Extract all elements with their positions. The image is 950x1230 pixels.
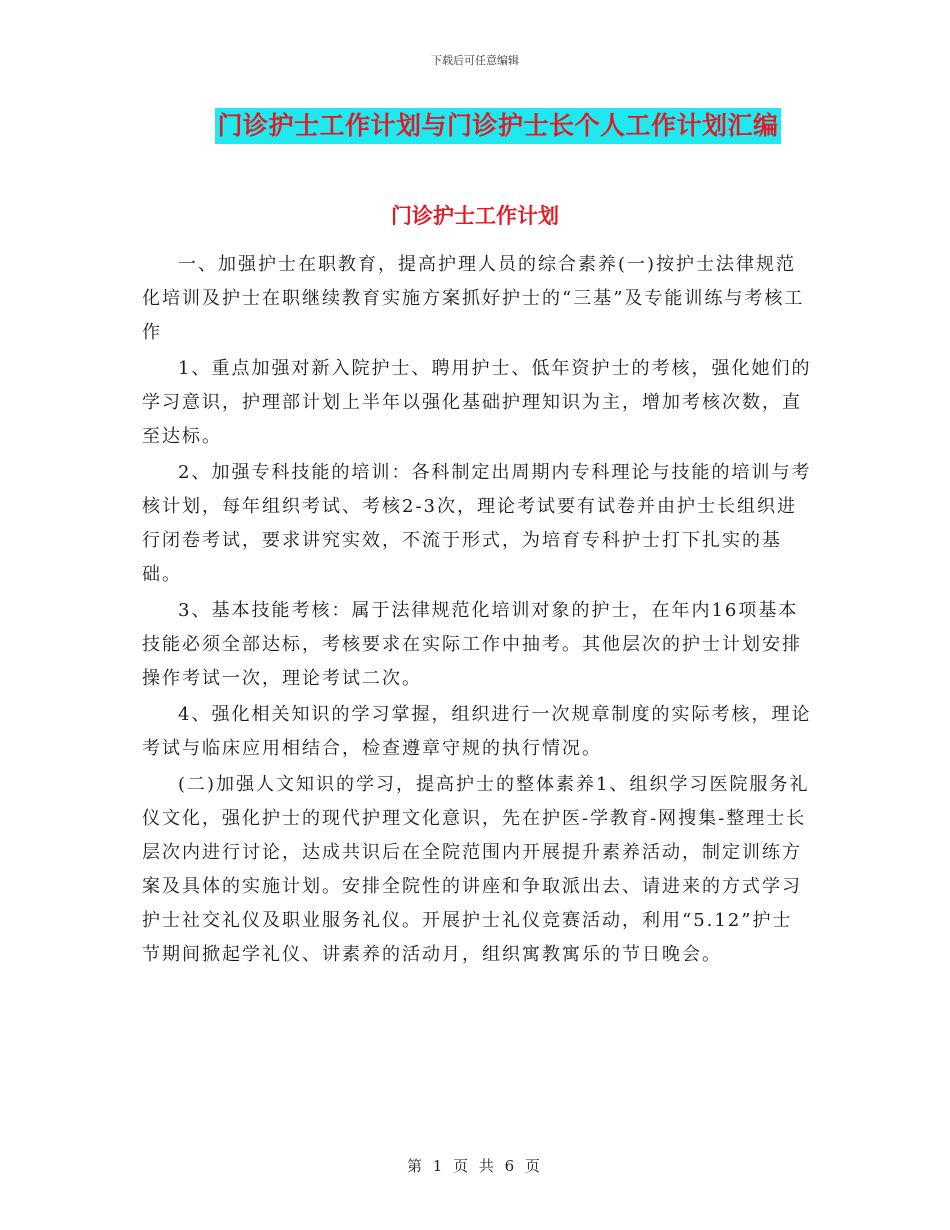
paragraph-3: 2、加强专科技能的培训：各科制定出周期内专科理论与技能的培训与考核计划，每年组织考试、考核2-3次，理论考试要有试卷并由护士长组织进行闭卷考试，要求讲究实效，不流于形式，为培育专科护士打下扎实的基础。 [142,462,812,585]
page-number: 第 1 页 共 6 页 [407,1157,543,1175]
main-title-wrap [0,108,950,144]
body-text [142,248,812,974]
paragraph-6: (二)加强人文知识的学习，提高护士的整体素养1、组织学习医院服务礼仪文化，强化护士的现代护理文化意识，先在护医-学教育-网搜集-整理士长层次内进行讨论，达成共识后在全院范围内开展提升素养活动，制定训练方案及具体的实施计划。安排全院性的讲座和争取派出去、请进来的方式学习护士社交礼仪及职业服务礼仪。开展护士礼仪竞赛活动，利用“5.12”护士节期间掀起学礼仪、讲素养的活动月，组织寓教寓乐的节日晚会。 [142,774,810,965]
section-title: 门诊护士工作计划 [391,203,559,228]
main-title: 门诊护士工作计划与门诊护士长个人工作计划汇编 [215,108,780,144]
header-note: 下载后可任意编辑 [431,54,519,67]
paragraph-2: 1、重点加强对新入院护士、聘用护士、低年资护士的考核，强化她们的学习意识，护理部计划上半年以强化基础护理知识为主，增加考核次数，直至达标。 [142,358,812,447]
paragraph-4: 3、基本技能考核：属于法律规范化培训对象的护士，在年内16项基本技能必须全部达标，考核要求在实际工作中抽考。其他层次的护士计划安排操作考试一次，理论考试二次。 [142,600,802,689]
paragraph-5: 4、强化相关知识的学习掌握，组织进行一次规章制度的实际考核，理论考试与临床应用相结合，检查遵章守规的执行情况。 [142,704,812,759]
paragraph-1: 一、加强护士在职教育，提高护理人员的综合素养(一)按护士法律规范化培训及护士在职继续教育实施方案抓好护士的“三基”及专能训练与考核工作 [142,254,805,343]
